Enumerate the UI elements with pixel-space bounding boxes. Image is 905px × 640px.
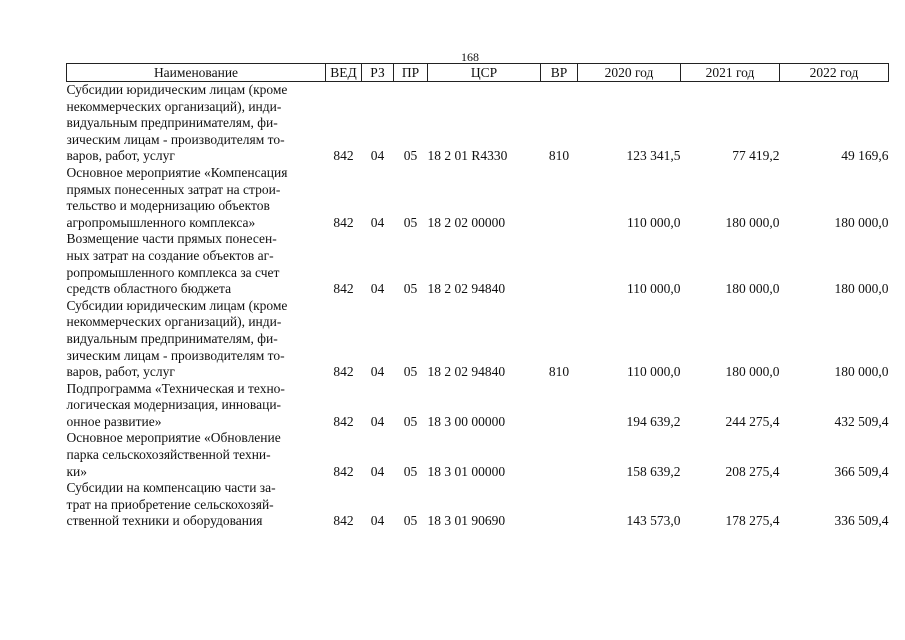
cell-rz: 04 xyxy=(370,513,385,529)
name-line: видуальным предпринимателям, фи- xyxy=(66,330,278,346)
header-csr: ЦСР xyxy=(428,64,541,82)
name-line: Подпрограмма «Техническая и техно- xyxy=(66,380,285,396)
name-line: Субсидии на компенсацию части за- xyxy=(66,480,276,496)
header-name: Наименование xyxy=(67,64,326,82)
cell-vr xyxy=(541,381,578,431)
name-line: варов, работ, услуг xyxy=(66,148,175,164)
cell-ved: 842 xyxy=(333,463,354,479)
cell-ved: 842 xyxy=(333,281,354,297)
budget-table xyxy=(66,63,889,530)
cell-2020: 110 000,0 xyxy=(627,214,681,230)
name-line: Основное мероприятие «Компенсация xyxy=(66,164,288,180)
cell-2020: 194 639,2 xyxy=(626,413,681,429)
cell-2022: 336 509,4 xyxy=(834,513,889,529)
name-line: Субсидии юридическим лицам (кроме xyxy=(66,82,288,97)
cell-pr: 05 xyxy=(403,148,418,164)
name-line: некоммерческих организаций), инди- xyxy=(66,98,282,114)
header-rz: РЗ xyxy=(362,64,394,82)
name-line: некоммерческих организаций), инди- xyxy=(66,314,282,330)
cell-ved: 842 xyxy=(333,364,354,380)
cell-rz: 04 xyxy=(370,413,385,429)
header-pr: ПР xyxy=(394,64,428,82)
cell-rz: 04 xyxy=(370,364,385,380)
cell-pr: 05 xyxy=(403,513,418,529)
cell-csr: 18 3 01 00000 xyxy=(427,463,506,479)
cell-2021: 180 000,0 xyxy=(725,214,780,230)
name-line: ропромышленного комплекса за счет xyxy=(66,264,280,280)
cell-pr: 05 xyxy=(403,364,418,380)
table-header-row xyxy=(67,64,889,82)
header-ved: ВЕД xyxy=(326,64,362,82)
table-row xyxy=(67,165,889,231)
cell-csr: 18 2 01 R4330 xyxy=(427,148,508,164)
cell-name xyxy=(67,298,326,381)
name-line: зическим лицам - производителям то- xyxy=(66,131,285,147)
cell-name xyxy=(67,231,326,297)
table-body xyxy=(67,82,889,531)
name-line: варов, работ, услуг xyxy=(66,364,175,380)
page-number: 168 xyxy=(461,50,479,64)
cell-rz: 04 xyxy=(370,148,385,164)
cell-vr: 810 xyxy=(548,364,570,380)
cell-ved: 842 xyxy=(333,214,354,230)
cell-vr xyxy=(541,430,578,480)
cell-vr xyxy=(541,231,578,297)
table-row xyxy=(67,381,889,431)
cell-2020: 158 639,2 xyxy=(626,463,681,479)
cell-csr: 18 2 02 94840 xyxy=(427,281,506,297)
cell-2020: 110 000,0 xyxy=(627,281,681,297)
cell-2022: 366 509,4 xyxy=(834,463,889,479)
cell-name xyxy=(67,82,326,165)
name-line: видуальным предпринимателям, фи- xyxy=(66,115,278,131)
cell-vr xyxy=(541,165,578,231)
name-line: агропромышленного комплекса» xyxy=(66,214,256,230)
table-row xyxy=(67,82,889,165)
cell-name xyxy=(67,480,326,530)
name-line: ственной техники и оборудования xyxy=(66,513,263,529)
name-line: парка сельскохозяйственной техни- xyxy=(66,447,271,463)
cell-vr xyxy=(541,480,578,530)
name-line: Возмещение части прямых понесен- xyxy=(66,231,277,247)
table-row xyxy=(67,430,889,480)
name-line: трат на приобретение сельскохозяй- xyxy=(66,496,274,512)
cell-2021: 180 000,0 xyxy=(725,281,780,297)
cell-name xyxy=(67,430,326,480)
name-line: зическим лицам - производителям то- xyxy=(66,347,285,363)
cell-2022: 49 169,6 xyxy=(841,148,889,164)
cell-csr: 18 3 00 00000 xyxy=(427,413,506,429)
table-row xyxy=(67,480,889,530)
cell-ved: 842 xyxy=(333,413,354,429)
name-line: ных затрат на создание объектов аг- xyxy=(66,247,274,263)
cell-pr: 05 xyxy=(403,463,418,479)
cell-rz: 04 xyxy=(370,281,385,297)
table-row xyxy=(67,298,889,381)
cell-2022: 180 000,0 xyxy=(834,281,889,297)
cell-ved: 842 xyxy=(333,148,354,164)
name-line: онное развитие» xyxy=(66,413,162,429)
name-line: Субсидии юридическим лицам (кроме xyxy=(66,297,288,313)
cell-rz: 04 xyxy=(370,214,385,230)
name-line: средств областного бюджета xyxy=(66,281,232,297)
cell-2021: 244 275,4 xyxy=(725,413,780,429)
name-line: логическая модернизация, инноваци- xyxy=(66,397,282,413)
cell-2022: 180 000,0 xyxy=(834,214,889,230)
cell-2021: 77 419,2 xyxy=(732,148,780,164)
header-2021: 2021 год xyxy=(681,64,780,82)
header-2020: 2020 год xyxy=(578,64,681,82)
cell-2020: 123 341,5 xyxy=(626,148,681,164)
cell-2020: 143 573,0 xyxy=(626,513,681,529)
name-line: прямых понесенных затрат на строи- xyxy=(66,181,281,197)
cell-2022: 432 509,4 xyxy=(834,413,889,429)
name-line: Основное мероприятие «Обновление xyxy=(66,430,281,446)
cell-csr: 18 3 01 90690 xyxy=(427,513,506,529)
cell-2021: 180 000,0 xyxy=(725,364,780,380)
cell-csr: 18 2 02 94840 xyxy=(427,364,506,380)
cell-pr: 05 xyxy=(403,413,418,429)
cell-2021: 178 275,4 xyxy=(725,513,780,529)
cell-csr: 18 2 02 00000 xyxy=(427,214,506,230)
cell-2022: 180 000,0 xyxy=(834,364,889,380)
table-row xyxy=(67,231,889,297)
cell-2020: 110 000,0 xyxy=(627,364,681,380)
cell-ved: 842 xyxy=(333,513,354,529)
cell-pr: 05 xyxy=(403,214,418,230)
name-line: тельство и модернизацию объектов xyxy=(66,198,270,214)
cell-pr: 05 xyxy=(403,281,418,297)
cell-vr: 810 xyxy=(548,148,570,164)
name-line: ки» xyxy=(66,463,88,479)
cell-rz: 04 xyxy=(370,463,385,479)
cell-name xyxy=(67,165,326,231)
header-vr: ВР xyxy=(541,64,578,82)
cell-name xyxy=(67,381,326,431)
cell-2021: 208 275,4 xyxy=(725,463,780,479)
header-2022: 2022 год xyxy=(780,64,889,82)
